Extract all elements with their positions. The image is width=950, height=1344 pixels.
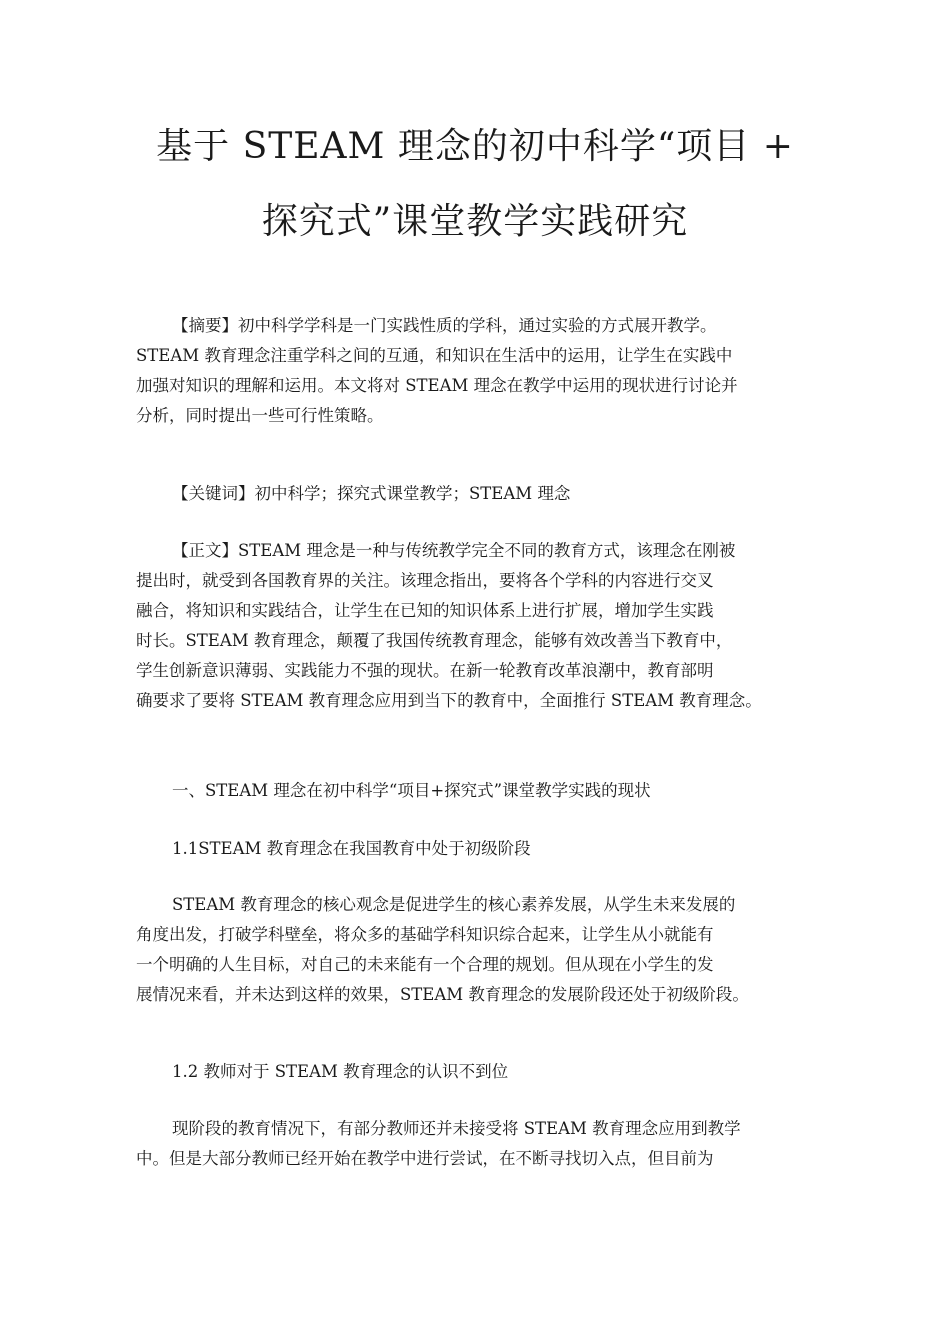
paragraph-line: 一个明确的人生目标，对自己的未来能有一个合理的规划。但从现在小学生的发: [136, 955, 714, 974]
abstract-line: 【摘要】初中科学学科是一门实践性质的学科，通过实验的方式展开教学。: [172, 316, 717, 335]
section-heading-text: 1.2 教师对于 STEAM 教育理念的认识不到位: [172, 1062, 509, 1081]
main-text-line: 融合，将知识和实践结合，让学生在已知的知识体系上进行扩展，增加学生实践: [136, 601, 714, 620]
main-text-line: 提出时，就受到各国教育界的关注。该理念指出，要将各个学科的内容进行交叉: [136, 571, 714, 590]
title-line-2: 探究式”课堂教学实践研究: [261, 201, 689, 242]
section-1-1-heading: [136, 834, 826, 864]
paragraph-line: 现阶段的教育情况下，有部分教师还并未接受将 STEAM 教育理念应用到教学: [172, 1119, 741, 1138]
main-text-line: 学生创新意识薄弱、实践能力不强的现状。在新一轮教育改革浪潮中，教育部明: [136, 661, 714, 680]
abstract-line: STEAM 教育理念注重学科之间的互通，和知识在生活中的运用，让学生在实践中: [136, 346, 733, 365]
main-text-line: 【正文】STEAM 理念是一种与传统教学完全不同的教育方式，该理念在刚被: [172, 541, 736, 560]
main-text-line: 时长。STEAM 教育理念，颠覆了我国传统教育理念，能够有效改善当下教育中，: [136, 631, 733, 650]
title-line-1: 基于 STEAM 理念的初中科学“项目 +: [156, 126, 794, 167]
section-heading-text: 一、STEAM 理念在初中科学“项目+探究式”课堂教学实践的现状: [172, 781, 651, 800]
keywords-paragraph: [136, 479, 826, 509]
paragraph-line: STEAM 教育理念的核心观念是促进学生的核心素养发展，从学生未来发展的: [172, 895, 736, 914]
main-text-paragraph: [136, 536, 826, 716]
main-text-line: 确要求了要将 STEAM 教育理念应用到当下的教育中，全面推行 STEAM 教育理念。: [136, 691, 762, 710]
abstract-line: 分析，同时提出一些可行性策略。: [136, 406, 384, 425]
section-heading-text: 1.1STEAM 教育理念在我国教育中处于初级阶段: [172, 839, 531, 858]
paragraph-line: 展情况来看，并未达到这样的效果，STEAM 教育理念的发展阶段还处于初级阶段。: [136, 985, 749, 1004]
paragraph-line: 角度出发，打破学科壁垒，将众多的基础学科知识综合起来，让学生从小就能有: [136, 925, 714, 944]
abstract-paragraph: [136, 311, 826, 431]
abstract-line: 加强对知识的理解和运用。本文将对 STEAM 理念在教学中运用的现状进行讨论并: [136, 376, 738, 395]
paragraph-line: 中。但是大部分教师已经开始在教学中进行尝试，在不断寻找切入点，但目前为: [136, 1149, 714, 1168]
section-1-2-heading: [136, 1057, 826, 1087]
keywords-line: 【关键词】初中科学；探究式课堂教学；STEAM 理念: [172, 484, 571, 503]
section-1-1-paragraph: [136, 890, 826, 1010]
section-1-heading: [136, 776, 826, 806]
section-1-2-paragraph: [136, 1114, 826, 1174]
